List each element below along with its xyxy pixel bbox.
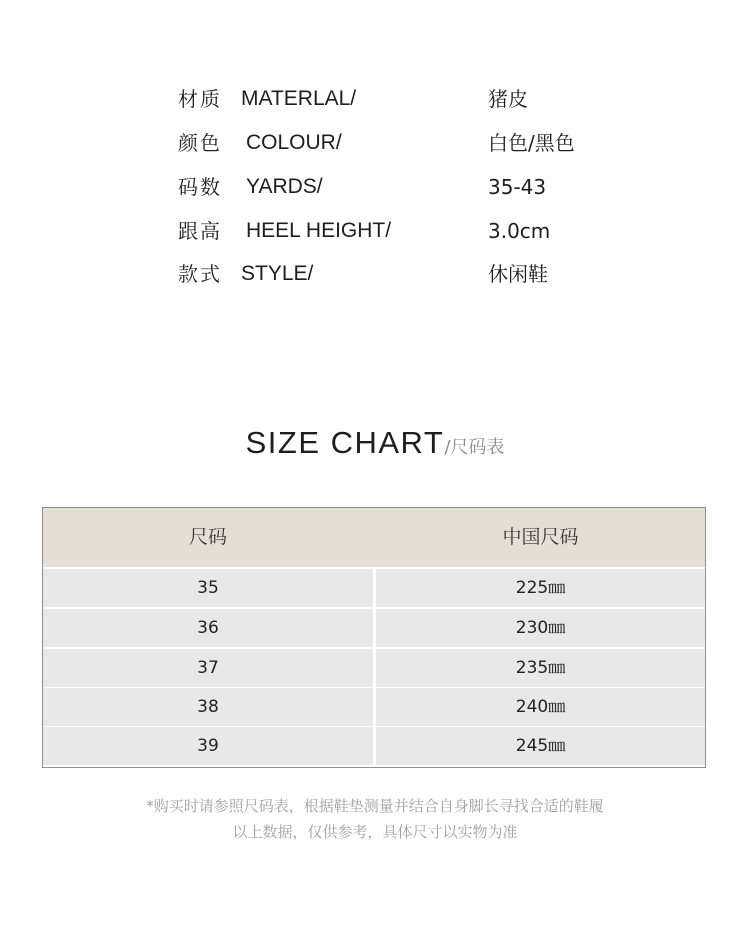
spec-value: 35-43 xyxy=(488,175,547,199)
spec-value: 3.0cm xyxy=(488,219,551,243)
spec-label-cn: 跟高 xyxy=(178,219,222,243)
table-row xyxy=(43,688,705,726)
table-row xyxy=(43,609,705,647)
spec-row-colour xyxy=(0,128,750,158)
size-chart-title xyxy=(0,425,750,461)
spec-row-material xyxy=(0,84,750,114)
size-table xyxy=(42,507,706,768)
spec-label-en: COLOUR/ xyxy=(246,131,342,154)
table-row xyxy=(43,727,705,765)
table-row xyxy=(43,569,705,607)
spec-label-cn: 颜色 xyxy=(178,131,222,155)
spec-label-en: STYLE/ xyxy=(241,262,314,285)
table-cell-size: 35 xyxy=(197,578,219,598)
spec-label-cn: 款式 xyxy=(178,262,222,286)
table-cell-size: 39 xyxy=(197,736,219,756)
table-cell-cn-size: 240㎜ xyxy=(515,697,566,717)
size-chart-title-sub: /尺码表 xyxy=(444,437,505,458)
table-cell-size: 38 xyxy=(197,697,219,717)
spec-label-cn: 码数 xyxy=(178,175,222,199)
table-cell-size: 37 xyxy=(197,658,219,678)
column-header-size: 尺码 xyxy=(188,526,227,548)
spec-label-en: MATERLAL/ xyxy=(241,87,357,110)
spec-label-en: HEEL HEIGHT/ xyxy=(246,219,392,242)
table-row xyxy=(43,649,705,687)
spec-label-cn: 材质 xyxy=(178,87,222,111)
size-chart-title-main: SIZE CHART xyxy=(245,425,445,460)
spec-value: 白色/黑色 xyxy=(488,131,575,155)
column-header-cn-size: 中国尺码 xyxy=(502,526,579,548)
spec-value: 休闲鞋 xyxy=(488,262,548,286)
spec-row-style xyxy=(0,259,750,289)
spec-row-heel-height xyxy=(0,216,750,246)
table-cell-cn-size: 225㎜ xyxy=(515,578,566,598)
table-cell-size: 36 xyxy=(197,618,219,638)
table-cell-cn-size: 245㎜ xyxy=(515,736,566,756)
spec-value: 猪皮 xyxy=(488,87,528,111)
size-note-line-2: 以上数据，仅供参考，具体尺寸以实物为准 xyxy=(232,823,518,841)
size-note-line-1: *购买时请参照尺码表，根据鞋垫测量并结合自身脚长寻找合适的鞋履 xyxy=(146,797,604,815)
spec-label-en: YARDS/ xyxy=(246,175,323,198)
spec-row-yards xyxy=(0,172,750,202)
table-cell-cn-size: 230㎜ xyxy=(515,618,566,638)
table-cell-cn-size: 235㎜ xyxy=(515,658,566,678)
table-header xyxy=(43,508,705,567)
